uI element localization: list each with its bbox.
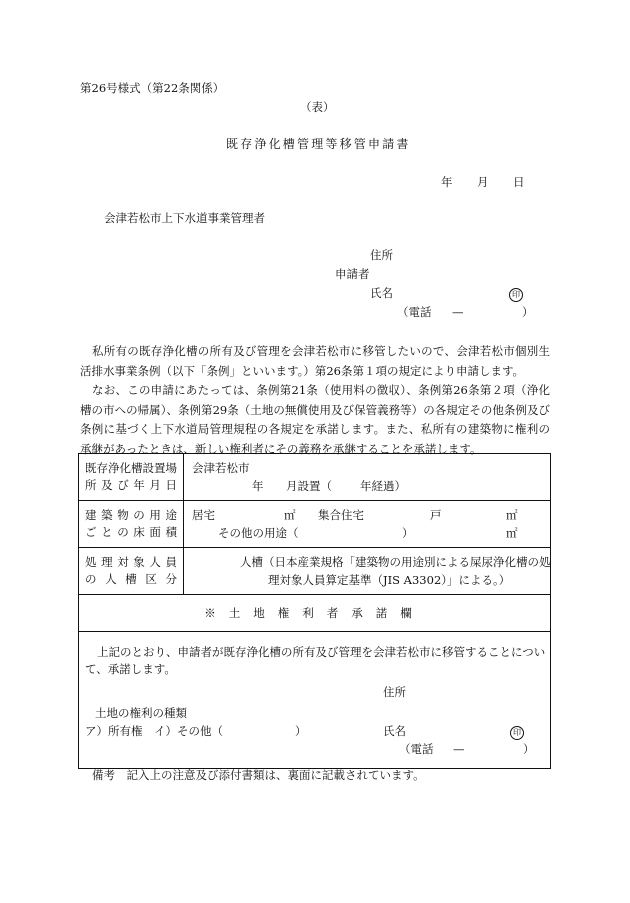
consent-text-line-1: 上記のとおり、申請者が既存浄化槽の所有及び管理を会津若松市に移管することについ [97, 645, 546, 659]
land-right-type-label: 土地の権利の種類 [95, 706, 187, 720]
body-paragraph-2: なお、この申請にあたっては、条例第21条（使用料の徴収）、条例第26条第２項（浄化槽の市への帰属）、条例第29条（土地の無償使用及び保管義務等）の各規定その他条例及び条例に基づく上下水道局管理規程の各規定を承諾します。また、私所有の建築物に権利の承継があったときは、新しい権利者にその義務を承継することを承諾します。 [80, 383, 550, 456]
capacity-text-line-2: 理対象人員算定基準（JIS A3302）」による。） [268, 573, 511, 587]
date-month: 月 [477, 175, 489, 189]
landowner-phone-close: ） [523, 742, 535, 756]
sqm-unit: ㎡ [506, 508, 518, 522]
row-label-line: の人槽区分 [85, 572, 177, 586]
applicant-name-label: 氏名 [370, 286, 393, 300]
form-table [78, 453, 551, 769]
applicant-phone-close: ） [522, 305, 534, 319]
residence-label: 居宅 [192, 508, 215, 522]
body-paragraph-1: 私所有の既存浄化槽の所有及び管理を会津若松市に移管したいので、会津若松市個別生活排水事業条例（以下「条例」といいます。）第26条第１項の規定により申請します。 [80, 344, 550, 378]
document-title: 既存浄化槽管理等移管申請書 [226, 137, 411, 151]
applicant-address-label: 住所 [370, 248, 393, 262]
row-label-line: 所及び年月日 [85, 478, 177, 492]
row-label-line: ごとの床面積 [85, 525, 177, 539]
row-label-line: 処理対象人員 [85, 555, 177, 569]
apartment-label: 集合住宅 [318, 508, 364, 522]
landowner-address-label: 住所 [383, 685, 406, 699]
landowner-consent-heading: ※土地権利者承諾欄 [79, 595, 551, 632]
sqm-unit: ㎡ [506, 526, 518, 540]
landowner-consent-section[interactable] [79, 632, 551, 769]
form-number: 第26号様式（第22条関係） [80, 81, 225, 95]
installation-field[interactable] [184, 454, 551, 501]
land-right-options: ア）所有権 イ）その他（ [85, 724, 223, 738]
city-prefix: 会津若松市 [192, 461, 250, 475]
table-row [79, 501, 551, 548]
capacity-field[interactable] [184, 548, 551, 595]
floor-area-field[interactable] [184, 501, 551, 548]
year-label: 年 [252, 479, 264, 493]
month-installed-label: 月設置（ [286, 479, 332, 493]
row-label-line: 建築物の用途 [85, 508, 177, 522]
consent-text-line-2: て、承諾します。 [85, 662, 176, 676]
addressee: 会津若松市上下水道事業管理者 [104, 211, 265, 225]
applicant-phone-dash: — [452, 305, 464, 319]
seal-icon: 印 [509, 287, 523, 302]
applicant-role-label: 申請者 [335, 267, 370, 281]
table-row [79, 595, 551, 632]
seal-icon: 印 [510, 725, 524, 740]
table-row [79, 548, 551, 595]
capacity-text-line-1: 人槽（日本産業規格「建築物の用途別による屎尿浄化槽の処 [240, 555, 551, 569]
other-use-label: その他の用途（ [218, 526, 299, 540]
other-use-close: ） [402, 526, 414, 540]
units-label: 戸 [430, 508, 442, 522]
landowner-name-label: 氏名 [383, 724, 406, 738]
landowner-phone-dash: — [453, 742, 465, 756]
table-row [79, 632, 551, 769]
table-row [79, 454, 551, 501]
years-elapsed-label: 年経過） [360, 479, 406, 493]
date-day: 日 [513, 175, 525, 189]
row-label-installation [79, 454, 184, 501]
applicant-phone-open: （電話 [397, 305, 432, 319]
row-label-capacity [79, 548, 184, 595]
land-right-options-close: ） [295, 724, 307, 738]
date-year: 年 [441, 175, 453, 189]
landowner-phone-open: （電話 [399, 742, 434, 756]
row-label-line: 既存浄化槽設置場 [85, 461, 177, 475]
sqm-unit: ㎡ [284, 508, 296, 522]
remarks: 備考 記入上の注意及び添付書類は、裏面に記載されています。 [92, 768, 425, 782]
row-label-floor-area [79, 501, 184, 548]
page-side-label: （表） [300, 100, 335, 114]
